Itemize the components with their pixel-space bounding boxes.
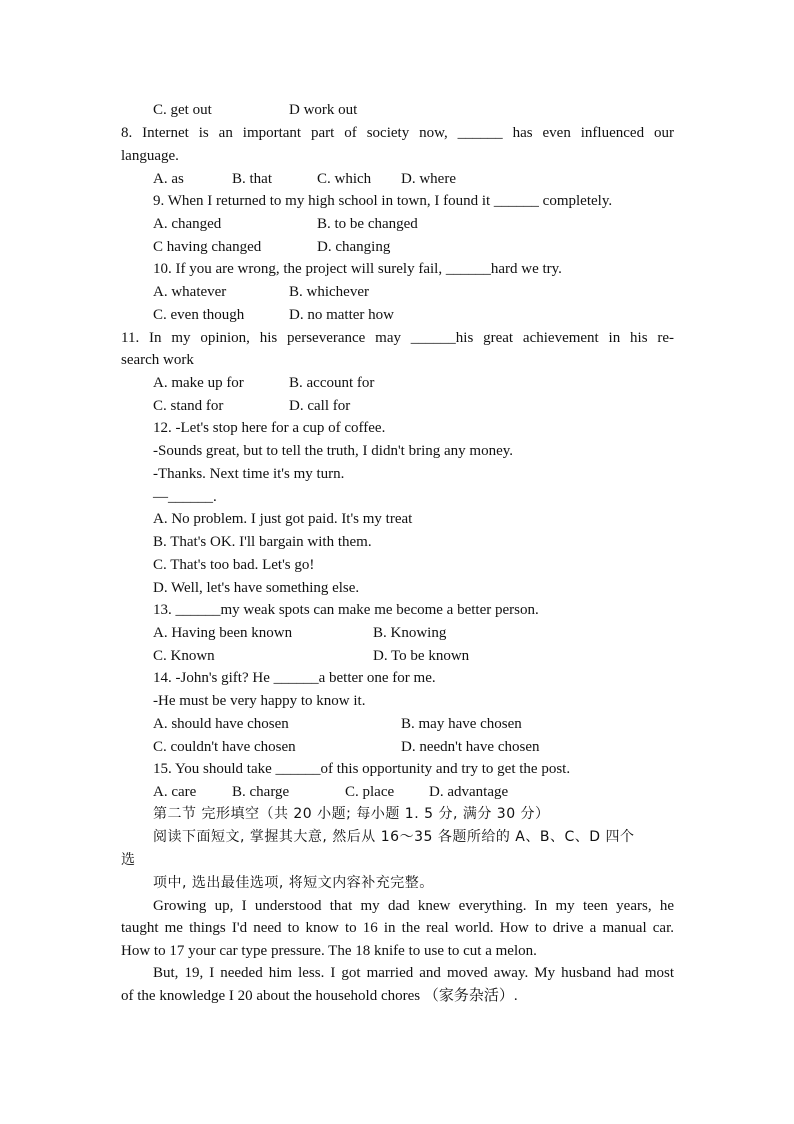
q12-option-b: B. That's OK. I'll bargain with them. [153, 534, 372, 550]
q15-option-a: A. care [153, 784, 197, 800]
section-heading: 第二节 完形填空（共 20 小题; 每小题 1. 5 分, 满分 30 分） [153, 806, 550, 822]
passage-p1-line-1: Growing up, I understood that my dad knew everything. In my teen years, he [153, 898, 674, 914]
q9-stem: 9. When I returned to my high school in town, I found it ______ completely. [153, 193, 613, 209]
section-instructions: 阅读下面短文, 掌握其大意, 然后从 16～35 各题所给的 A、B、C、D 四个 [153, 829, 635, 845]
q14-option-b: B. may have chosen [401, 716, 522, 732]
q9-option-a: A. changed [153, 216, 222, 232]
q9-option-c: C having changed [153, 239, 262, 255]
section-instructions-cont-2: 项中, 选出最佳选项, 将短文内容补充完整。 [153, 875, 434, 891]
passage-p2-line-2: of the knowledge I 20 about the household chores （家务杂活）. [121, 988, 518, 1004]
q15-stem: 15. You should take ______of this opportunity and try to get the post. [153, 761, 571, 777]
q11-option-c: C. stand for [153, 398, 224, 414]
q13-option-d: D. To be known [373, 648, 470, 664]
q8-option-d: D. where [401, 171, 456, 187]
q11-stem: 11. In my opinion, his perseverance may ______his great achievement in his re- [121, 330, 674, 346]
q9-option-b: B. to be changed [317, 216, 418, 232]
q15-option-d: D. advantage [429, 784, 509, 800]
q14-option-d: D. needn't have chosen [401, 739, 540, 755]
q10-stem: 10. If you are wrong, the project will surely fail, ______hard we try. [153, 261, 562, 277]
q13-option-b: B. Knowing [373, 625, 447, 641]
q14-line-2: -He must be very happy to know it. [153, 693, 366, 709]
q13-stem: 13. ______my weak spots can make me become a better person. [153, 602, 539, 618]
q8-option-c: C. which [317, 171, 372, 187]
q10-option-c: C. even though [153, 307, 245, 323]
q9-option-d: D. changing [317, 239, 391, 255]
q11-option-b: B. account for [289, 375, 375, 391]
q8-stem: 8. Internet is an important part of society now, ______ has even influenced our [121, 125, 674, 141]
q14-option-a: A. should have chosen [153, 716, 289, 732]
q8-option-b: B. that [232, 171, 272, 187]
q11-option-a: A. make up for [153, 375, 244, 391]
q12-line-4: —______. [153, 489, 217, 505]
section-instructions-cont: 选 [121, 852, 136, 868]
q14-option-c: C. couldn't have chosen [153, 739, 296, 755]
q11-option-d: D. call for [289, 398, 351, 414]
q13-option-c: C. Known [153, 648, 215, 664]
q12-option-a: A. No problem. I just got paid. It's my treat [153, 511, 413, 527]
q13-option-a: A. Having been known [153, 625, 293, 641]
q7-option-c: C. get out [153, 102, 212, 118]
q7-option-d: D work out [289, 102, 358, 118]
passage-p1-line-2: taught me things I'd need to know to 16 in the real world. How to drive a manual car. [121, 920, 674, 936]
q12-line-3: -Thanks. Next time it's my turn. [153, 466, 345, 482]
q10-option-a: A. whatever [153, 284, 227, 300]
passage-p2-line-1: But, 19, I needed him less. I got married and moved away. My husband had most [153, 965, 674, 981]
q8-option-a: A. as [153, 171, 184, 187]
q10-option-b: B. whichever [289, 284, 369, 300]
q14-line-1: 14. -John's gift? He ______a better one for me. [153, 670, 436, 686]
q11-stem-cont: search work [121, 352, 194, 368]
q12-line-2: -Sounds great, but to tell the truth, I didn't bring any money. [153, 443, 514, 459]
q12-option-c: C. That's too bad. Let's go! [153, 557, 315, 573]
q12-option-d: D. Well, let's have something else. [153, 580, 360, 596]
q10-option-d: D. no matter how [289, 307, 394, 323]
q15-option-c: C. place [345, 784, 395, 800]
q12-line-1: 12. -Let's stop here for a cup of coffee. [153, 420, 386, 436]
passage-p1-line-3: How to 17 your car type pressure. The 18 knife to use to cut a melon. [121, 943, 537, 959]
q15-option-b: B. charge [232, 784, 290, 800]
q8-stem-cont: language. [121, 148, 179, 164]
